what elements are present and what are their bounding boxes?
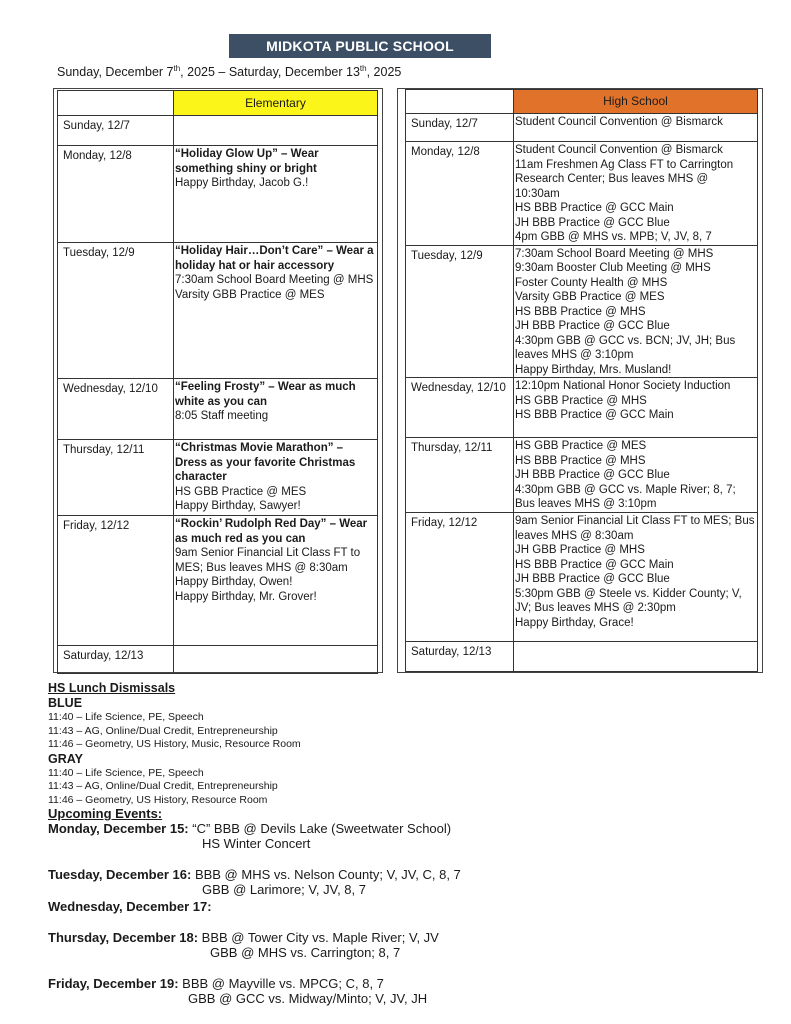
high-school-event: HS GBB Practice @ MES: [515, 440, 647, 452]
high-school-event: HS GBB Practice @ MHS: [515, 394, 647, 407]
elementary-events-cell: [174, 379, 378, 440]
elementary-event: HS GBB Practice @ MES: [175, 485, 307, 498]
elementary-event: “Holiday Hair…Don’t Care” – Wear a holiday hat or hair accessory: [175, 245, 374, 272]
upcoming-day: Friday, December 19:: [48, 976, 179, 991]
high-school-event: 9am Senior Financial Lit Class FT to MES; Bus leaves MHS @ 8:30am: [515, 515, 755, 542]
elementary-row: [58, 516, 378, 646]
upcoming-item-first-line: [48, 899, 461, 914]
high-school-row: [406, 245, 758, 378]
high-school-table: [405, 89, 758, 672]
elementary-table: [57, 90, 378, 674]
upcoming-day: Monday, December 15:: [48, 821, 189, 836]
upcoming-event: BBB @ Mayville vs. MPCG; C, 8, 7: [182, 976, 384, 991]
elementary-events-cell: [174, 116, 378, 146]
high-school-event: 11am Freshmen Ag Class FT to Carrington Research Center; Bus leaves MHS @ 10:30am: [515, 158, 734, 200]
upcoming-item: [48, 930, 461, 960]
lunch-row: 11:46 – Geometry, US History, Resource Room: [48, 793, 268, 806]
elementary-day-cell: Wednesday, 12/10: [58, 379, 174, 440]
high-school-event: Student Council Convention @ Bismarck: [515, 144, 723, 156]
elementary-event: 7:30am School Board Meeting @ MHS: [175, 274, 374, 286]
lunch-row: 11:43 – AG, Online/Dual Credit, Entrepreneurship: [48, 724, 278, 737]
lunch-row: 11:46 – Geometry, US History, Music, Resource Room: [48, 738, 301, 751]
elementary-event: “Rockin’ Rudolph Red Day” – Wear as much red as you can: [175, 518, 368, 545]
elementary-events-cell: [174, 516, 378, 646]
high-school-events-cell: [514, 378, 758, 438]
elementary-event: Happy Birthday, Jacob G.!: [175, 177, 309, 189]
lunch-dismissals: [48, 681, 301, 808]
upcoming-item-first-line: [48, 930, 461, 945]
elementary-event: “Feeling Frosty” – Wear as much white as you can: [175, 381, 356, 408]
elementary-header: Elementary: [174, 91, 378, 116]
high-school-event: JH BBB Practice @ GCC Blue: [515, 573, 670, 585]
high-school-event: 12:10pm National Honor Society Induction: [515, 380, 731, 392]
high-school-events-cell: [514, 142, 758, 246]
elementary-row: [58, 646, 378, 674]
lunch-group-name: BLUE: [48, 696, 83, 710]
high-school-row: [406, 142, 758, 246]
high-school-event: Student Council Convention @ Bismarck: [515, 116, 723, 128]
high-school-day-cell: Wednesday, 12/10: [406, 378, 514, 438]
high-school-event: 9:30am Booster Club Meeting @ MHS: [515, 262, 711, 274]
high-school-events-cell: [514, 245, 758, 378]
high-school-event: HS BBB Practice @ GCC Main: [515, 409, 674, 421]
elementary-row: [58, 146, 378, 243]
elementary-events-cell: [174, 243, 378, 379]
upcoming-day: Thursday, December 18:: [48, 930, 199, 945]
elementary-event: Happy Birthday, Owen!: [175, 576, 293, 588]
upcoming-item: [48, 867, 461, 897]
upcoming-event: GBB @ GCC vs. Midway/Minto; V, JV, JH: [188, 991, 428, 1006]
high-school-row: [406, 114, 758, 142]
high-school-event: HS BBB Practice @ MHS: [515, 305, 646, 318]
high-school-events-cell: [514, 642, 758, 672]
elementary-row: [58, 379, 378, 440]
elementary-event: 9am Senior Financial Lit Class FT to MES; Bus leaves MHS @ 8:30am: [175, 547, 361, 574]
high-school-row: [406, 513, 758, 642]
high-school-event: 4:30pm GBB @ GCC vs. Maple River; 8, 7; Bus leaves MHS @ 3:10pm: [515, 483, 736, 510]
high-school-day-cell: Saturday, 12/13: [406, 642, 514, 672]
elementary-day-cell: Thursday, 12/11: [58, 440, 174, 516]
upcoming-day: Wednesday, December 17:: [48, 899, 212, 914]
high-school-event: JH BBB Practice @ GCC Blue: [515, 320, 670, 332]
elementary-day-cell: Tuesday, 12/9: [58, 243, 174, 379]
upcoming-event: HS Winter Concert: [202, 836, 311, 851]
high-school-event: Happy Birthday, Mrs. Musland!: [515, 363, 672, 376]
elementary-day-cell: Friday, 12/12: [58, 516, 174, 646]
upcoming-item-first-line: [48, 867, 461, 882]
lunch-row: 11:40 – Life Science, PE, Speech: [48, 766, 204, 779]
elementary-day-cell: Saturday, 12/13: [58, 646, 174, 674]
high-school-event: JH BBB Practice @ GCC Blue: [515, 216, 670, 229]
high-school-event: JH BBB Practice @ GCC Blue: [515, 469, 670, 481]
upcoming-item: [48, 821, 461, 851]
high-school-day-cell: Sunday, 12/7: [406, 114, 514, 142]
high-school-event: HS BBB Practice @ GCC Main: [515, 558, 674, 571]
lunch-heading: HS Lunch Dismissals: [48, 681, 176, 695]
upcoming-item-first-line: [48, 976, 461, 991]
elementary-events-cell: [174, 646, 378, 674]
high-school-event: Varsity GBB Practice @ MES: [515, 291, 665, 303]
high-school-event: 4pm GBB @ MHS vs. MPB; V, JV, 8, 7: [515, 231, 712, 243]
elementary-row: [58, 116, 378, 146]
elementary-events-cell: [174, 146, 378, 243]
high-school-event: HS BBB Practice @ GCC Main: [515, 202, 674, 214]
high-school-events-cell: [514, 114, 758, 142]
upcoming-events: [48, 806, 461, 1006]
upcoming-item: [48, 899, 461, 914]
high-school-day-cell: Tuesday, 12/9: [406, 245, 514, 378]
upcoming-event: GBB @ MHS vs. Carrington; 8, 7: [210, 945, 401, 960]
upcoming-day: Tuesday, December 16:: [48, 867, 192, 882]
elementary-day-cell: Sunday, 12/7: [58, 116, 174, 146]
upcoming-heading: Upcoming Events:: [48, 806, 163, 821]
high-school-day-cell: Friday, 12/12: [406, 513, 514, 642]
high-school-event: Foster County Health @ MHS: [515, 276, 668, 289]
high-school-event: Happy Birthday, Grace!: [515, 616, 634, 629]
elementary-event: 8:05 Staff meeting: [175, 410, 269, 422]
elementary-day-cell: Monday, 12/8: [58, 146, 174, 243]
lunch-row: 11:43 – AG, Online/Dual Credit, Entrepreneurship: [48, 780, 278, 793]
elementary-row: [58, 243, 378, 379]
elementary-event: “Christmas Movie Marathon” – Dress as your favorite Christmas character: [175, 442, 356, 483]
elementary-event: Happy Birthday, Sawyer!: [175, 500, 301, 512]
upcoming-event: “C” BBB @ Devils Lake (Sweetwater School): [192, 821, 452, 836]
date-range: Sunday, December 7th, 2025 – Saturday, December 13th, 2025: [57, 64, 402, 80]
high-school-events-cell: [514, 513, 758, 642]
elementary-row: [58, 440, 378, 516]
high-school-events-cell: [514, 438, 758, 513]
high-school-row: [406, 378, 758, 438]
lunch-row: 11:40 – Life Science, PE, Speech: [48, 711, 204, 723]
high-school-row: [406, 438, 758, 513]
elementary-event: Varsity GBB Practice @ MES: [175, 288, 325, 301]
high-school-event: JH GBB Practice @ MHS: [515, 544, 645, 556]
high-school-header: High School: [514, 90, 758, 114]
elementary-events-cell: [174, 440, 378, 516]
high-school-row: [406, 642, 758, 672]
high-school-event: 5:30pm GBB @ Steele vs. Kidder County; V, JV; Bus leaves MHS @ 2:30pm: [515, 587, 742, 614]
upcoming-event: GBB @ Larimore; V, JV, 8, 7: [202, 882, 366, 897]
upcoming-event: BBB @ MHS vs. Nelson County; V, JV, C, 8, 7: [194, 867, 461, 882]
high-school-event: 7:30am School Board Meeting @ MHS: [515, 247, 714, 260]
elementary-event: Happy Birthday, Mr. Grover!: [175, 590, 317, 603]
high-school-day-cell: Thursday, 12/11: [406, 438, 514, 513]
page-title: MIDKOTA PUBLIC SCHOOL: [229, 34, 491, 58]
upcoming-item: [48, 976, 461, 1006]
upcoming-item-first-line: [48, 821, 461, 836]
lunch-group-name: GRAY: [48, 751, 83, 766]
upcoming-event: BBB @ Tower City vs. Maple River; V, JV: [201, 930, 439, 945]
elementary-event: “Holiday Glow Up” – Wear something shiny or bright: [175, 148, 319, 175]
high-school-event: HS BBB Practice @ MHS: [515, 454, 646, 467]
high-school-event: 4:30pm GBB @ GCC vs. BCN; JV, JH; Bus leaves MHS @ 3:10pm: [515, 334, 736, 361]
high-school-day-cell: Monday, 12/8: [406, 142, 514, 246]
